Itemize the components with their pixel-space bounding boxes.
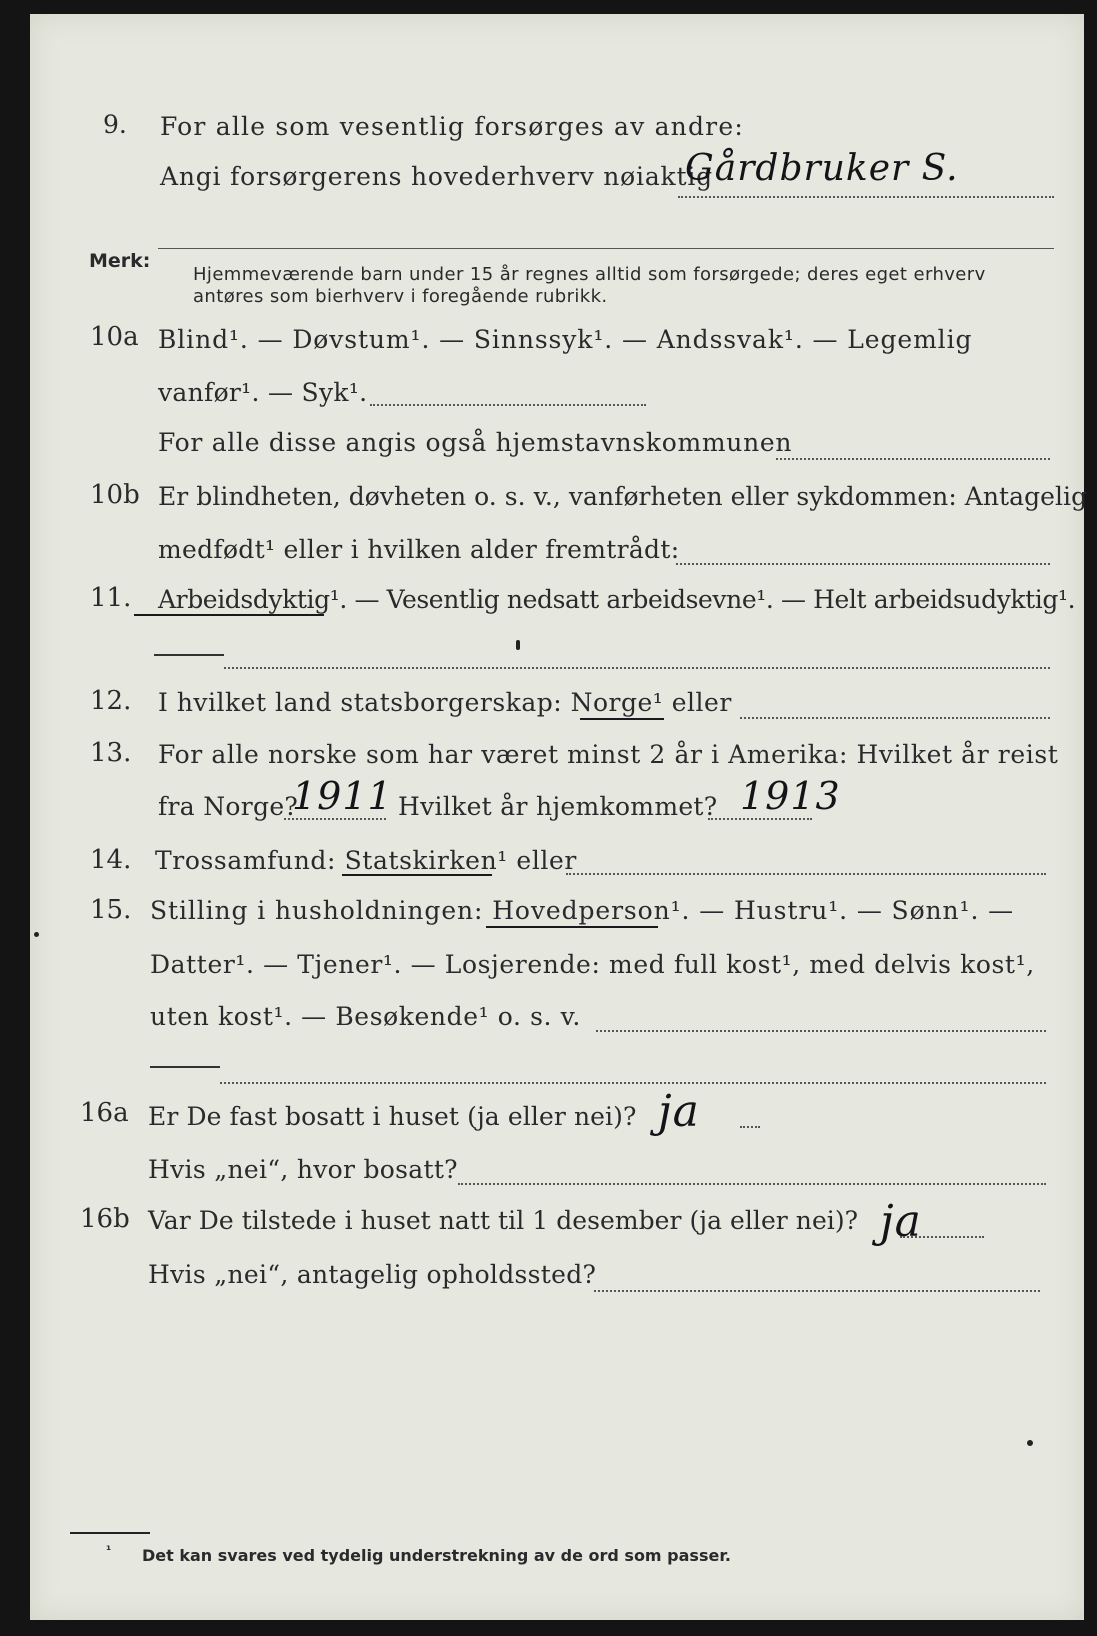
merk-line2: antøres som bierhverv i foregående rubrikk. (193, 286, 608, 307)
q11-answer-line (224, 667, 1050, 669)
q13-number: 13. (90, 738, 132, 768)
q16b-answer-line (900, 1236, 984, 1238)
q9-extra-line (158, 248, 1054, 249)
q16a-bosatt-line (458, 1183, 1046, 1185)
q14-underline-statskirken (342, 874, 492, 876)
q11-line1: Arbeidsdyktig¹. — Vesentlig nedsatt arbeidsevne¹. — Helt arbeidsudyktig¹. (158, 585, 1076, 614)
q15-underline-hovedperson (486, 926, 658, 928)
q9-line2: Angi forsørgerens hovederhverv nøiaktig (160, 162, 713, 191)
q15-line1: Stilling i husholdningen: Hovedperson¹. — Hustru¹. — Sønn¹. — (150, 896, 1015, 925)
q16a-line2: Hvis „nei“, hvor bosatt? (148, 1155, 458, 1184)
footnote-text: Det kan svares ved tydelig understrekning av de ord som passer. (142, 1546, 732, 1565)
q10a-number: 10a (90, 322, 139, 352)
q13-line2a: fra Norge? (158, 792, 299, 821)
q15-extra-line (220, 1082, 1046, 1084)
q13-line2b: Hvilket år hjemkommet? (398, 792, 718, 821)
q15-answer-line (596, 1030, 1046, 1032)
q16a-number: 16a (80, 1098, 129, 1128)
q12-line1: I hvilket land statsborgerskap: Norge¹ eller (158, 688, 732, 717)
q13-answer-reist: 1911 (292, 774, 393, 818)
q10b-line1: Er blindheten, døvheten o. s. v., vanførheten eller sykdommen: Antagelig (158, 482, 1088, 511)
q16b-line2: Hvis „nei“, antagelig opholdssted? (148, 1260, 597, 1289)
q16a-answer: ja (658, 1086, 700, 1137)
q13-hjem-line (708, 818, 812, 820)
q15-number: 15. (90, 895, 132, 925)
q15-answer-stroke (150, 1066, 220, 1068)
q11-answer-stroke (154, 654, 224, 656)
q16b-number: 16b (80, 1204, 130, 1234)
q10b-number: 10b (90, 480, 140, 510)
q15-line2: Datter¹. — Tjener¹. — Losjerende: med full kost¹, med delvis kost¹, (150, 950, 1035, 979)
q16b-answer: ja (880, 1196, 922, 1247)
q12-underline-norge (580, 718, 664, 720)
q12-number: 12. (90, 686, 132, 716)
q10b-answer-line (676, 563, 1050, 565)
ink-speck (1027, 1440, 1033, 1446)
q16a-answer-line (740, 1126, 760, 1128)
q10a-line3: For alle disse angis også hjemstavnskommunen (158, 428, 793, 457)
footnote-rule (70, 1532, 150, 1534)
q13-answer-hjem: 1913 (740, 774, 841, 818)
q14-line1: Trossamfund: Statskirken¹ eller (155, 846, 577, 875)
q9-answer: Gårdbruker S. (685, 148, 959, 189)
q12-answer-line (740, 717, 1050, 719)
ink-speck (34, 932, 39, 937)
q9-number: 9. (103, 110, 127, 139)
q10b-line2: medfødt¹ eller i hvilken alder fremtrådt: (158, 535, 680, 564)
merk-label: Merk: (89, 250, 151, 272)
q16b-line1: Var De tilstede i huset natt til 1 desember (ja eller nei)? (148, 1206, 859, 1235)
footnote-mark: ¹ (106, 1543, 112, 1557)
q10a-line2: vanfør¹. — Syk¹. (158, 378, 368, 407)
ink-speck (516, 640, 520, 650)
q15-line3: uten kost¹. — Besøkende¹ o. s. v. (150, 1002, 581, 1031)
q10a-line1: Blind¹. — Døvstum¹. — Sinnssyk¹. — Andssvak¹. — Legemlig (158, 325, 973, 354)
q16b-opholdssted-line (594, 1290, 1040, 1292)
q10a-syk-line (370, 404, 646, 406)
q9-line1: For alle som vesentlig forsørges av andre: (160, 112, 744, 141)
q13-reist-line (284, 818, 386, 820)
q9-answer-line (678, 196, 1054, 198)
q11-number: 11. (90, 583, 132, 613)
q11-underline-arbeidsdyktig (134, 614, 324, 616)
q10a-kommune-line (776, 458, 1050, 460)
merk-line1: Hjemmeværende barn under 15 år regnes alltid som forsørgede; deres eget erhverv (193, 264, 986, 285)
q14-answer-line (566, 873, 1046, 875)
q14-number: 14. (90, 845, 132, 875)
q16a-line1: Er De fast bosatt i huset (ja eller nei)? (148, 1102, 637, 1131)
q13-line1: For alle norske som har været minst 2 år i Amerika: Hvilket år reist (158, 740, 1059, 769)
